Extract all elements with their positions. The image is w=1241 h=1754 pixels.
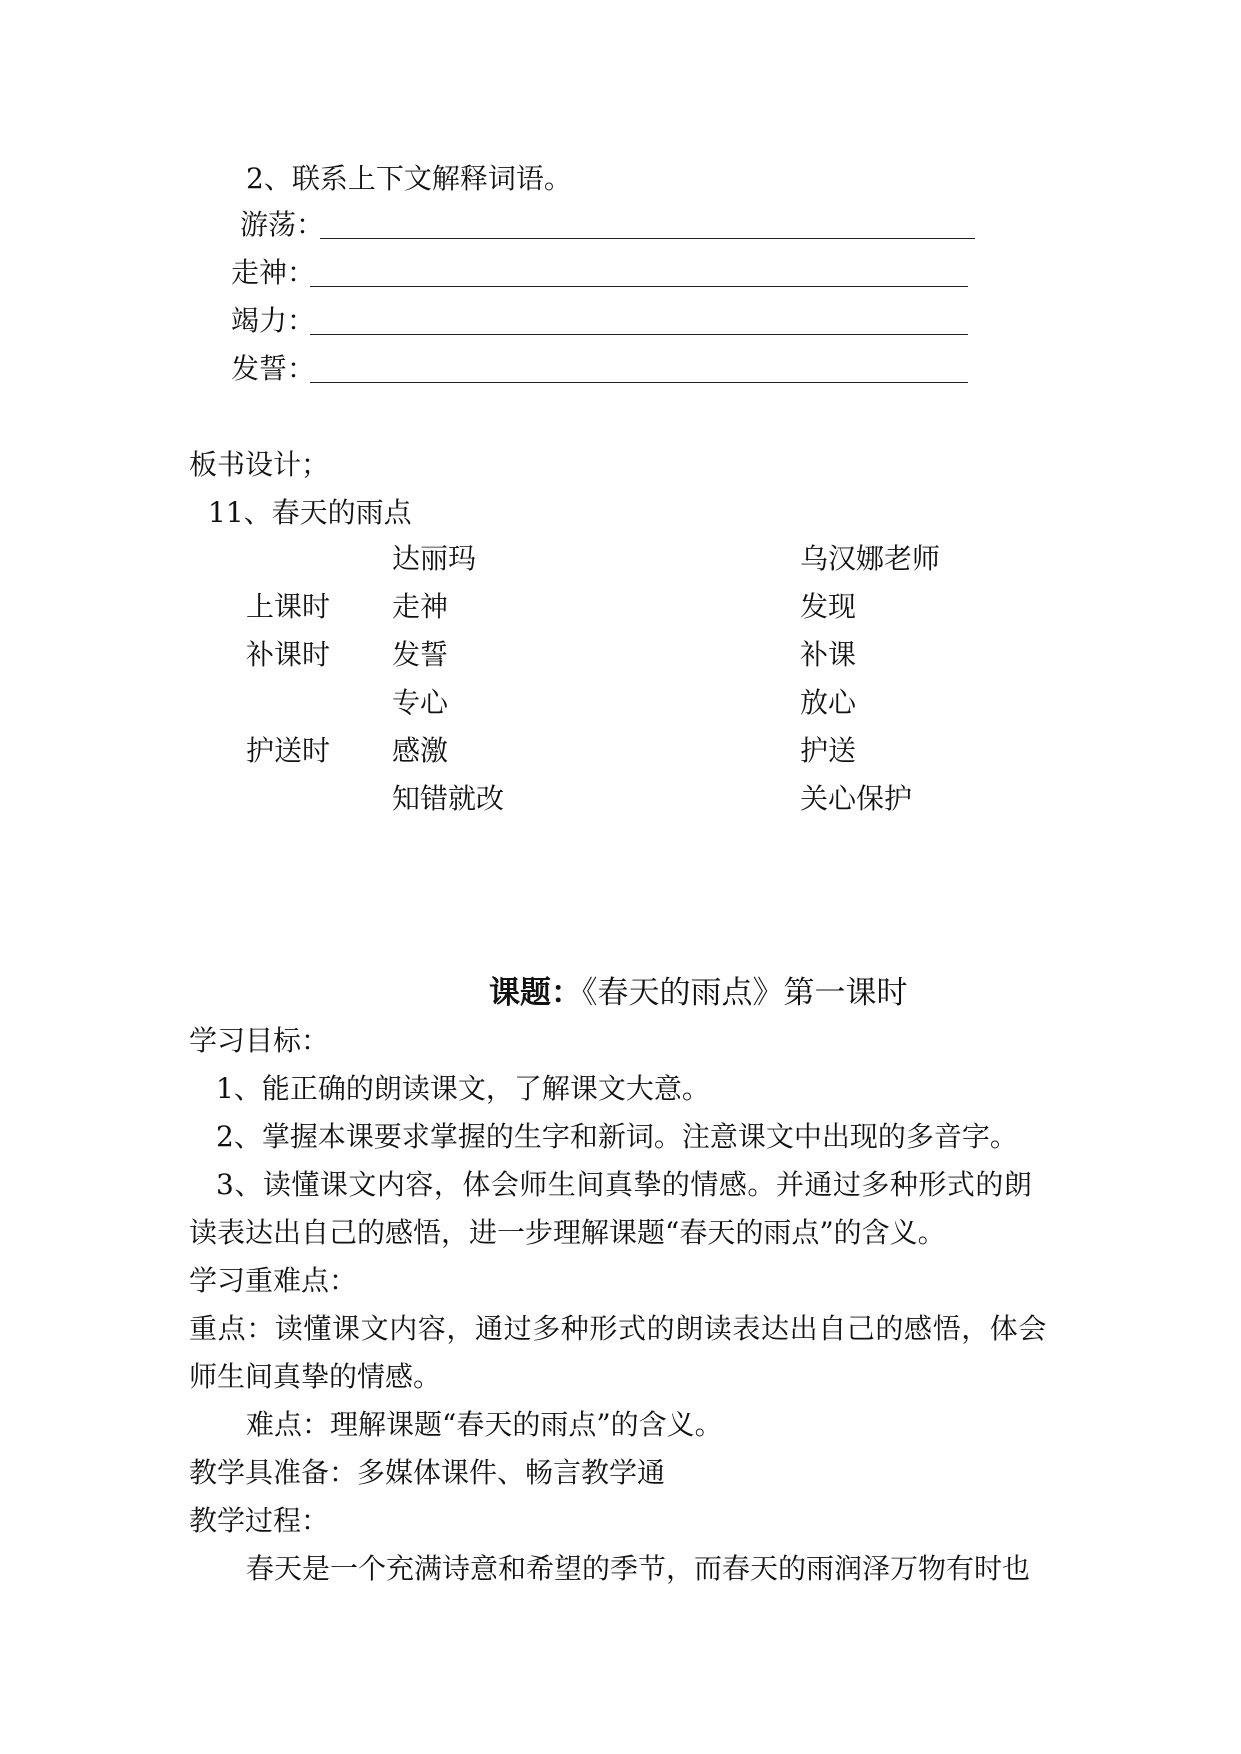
lesson-title (489, 976, 908, 1010)
lesson-title-text: 《春天的雨点》第一课时 (582, 975, 908, 1011)
board-row-5-left: 护送时 (246, 734, 331, 767)
board-row-4-middle: 专心 (392, 686, 449, 719)
board-row-5-middle: 感激 (392, 734, 449, 767)
difficult-point: 难点：理解课题“春天的雨点”的含义。 (246, 1408, 723, 1441)
exercise-label-jieli: 竭力： (231, 304, 316, 337)
answer-line-youdang[interactable] (320, 238, 975, 239)
goal-1: 1、能正确的朗读课文，了解课文大意。 (216, 1072, 710, 1105)
process-heading: 教学过程： (189, 1504, 330, 1537)
board-row-1-middle: 达丽玛 (392, 542, 477, 575)
exercise-label-youdang: 游荡： (240, 208, 325, 241)
process-paragraph: 春天是一个充满诗意和希望的季节，而春天的雨润泽万物有时也 (246, 1552, 1031, 1585)
board-row-6-middle: 知错就改 (392, 782, 505, 815)
exercise-label-fashi: 发誓： (231, 352, 316, 385)
board-row-2-middle: 走神 (392, 590, 449, 623)
key-point-line-1: 重点：读懂课文内容，通过多种形式的朗读表达出自己的感悟，体会 (189, 1312, 1048, 1345)
board-row-3-right: 补课 (800, 638, 857, 671)
key-point-line-2: 师生间真挚的情感。 (189, 1360, 442, 1393)
board-row-5-right: 护送 (800, 734, 857, 767)
key-points-heading: 学习重难点： (189, 1264, 358, 1297)
answer-line-zoushen[interactable] (310, 286, 968, 287)
board-row-2-right: 发现 (800, 590, 857, 623)
board-row-2-left: 上课时 (246, 590, 331, 623)
exercise-label-zoushen: 走神： (231, 256, 316, 289)
answer-line-fashi[interactable] (310, 382, 968, 383)
goals-heading: 学习目标： (189, 1024, 330, 1057)
board-row-6-right: 关心保护 (800, 782, 913, 815)
teaching-preparation: 教学具准备：多媒体课件、畅言教学通 (189, 1456, 666, 1489)
board-design-heading: 板书设计； (189, 448, 330, 481)
goal-3-line-2: 读表达出自己的感悟，进一步理解课题“春天的雨点”的含义。 (189, 1216, 946, 1249)
board-row-3-middle: 发誓 (392, 638, 449, 671)
answer-line-jieli[interactable] (310, 334, 968, 335)
lesson-title-label: 课题： (489, 975, 582, 1011)
exercise-heading: 2、联系上下文解释词语。 (246, 162, 572, 195)
board-row-4-right: 放心 (800, 686, 857, 719)
board-lesson-title: 11、春天的雨点 (208, 496, 412, 529)
goal-2: 2、掌握本课要求掌握的生字和新词。注意课文中出现的多音字。 (216, 1120, 1018, 1153)
board-row-1-right: 乌汉娜老师 (800, 542, 941, 575)
goal-3-line-1: 3、读懂课文内容，体会师生间真挚的情感。并通过多种形式的朗 (216, 1168, 1033, 1201)
board-row-3-left: 补课时 (246, 638, 331, 671)
